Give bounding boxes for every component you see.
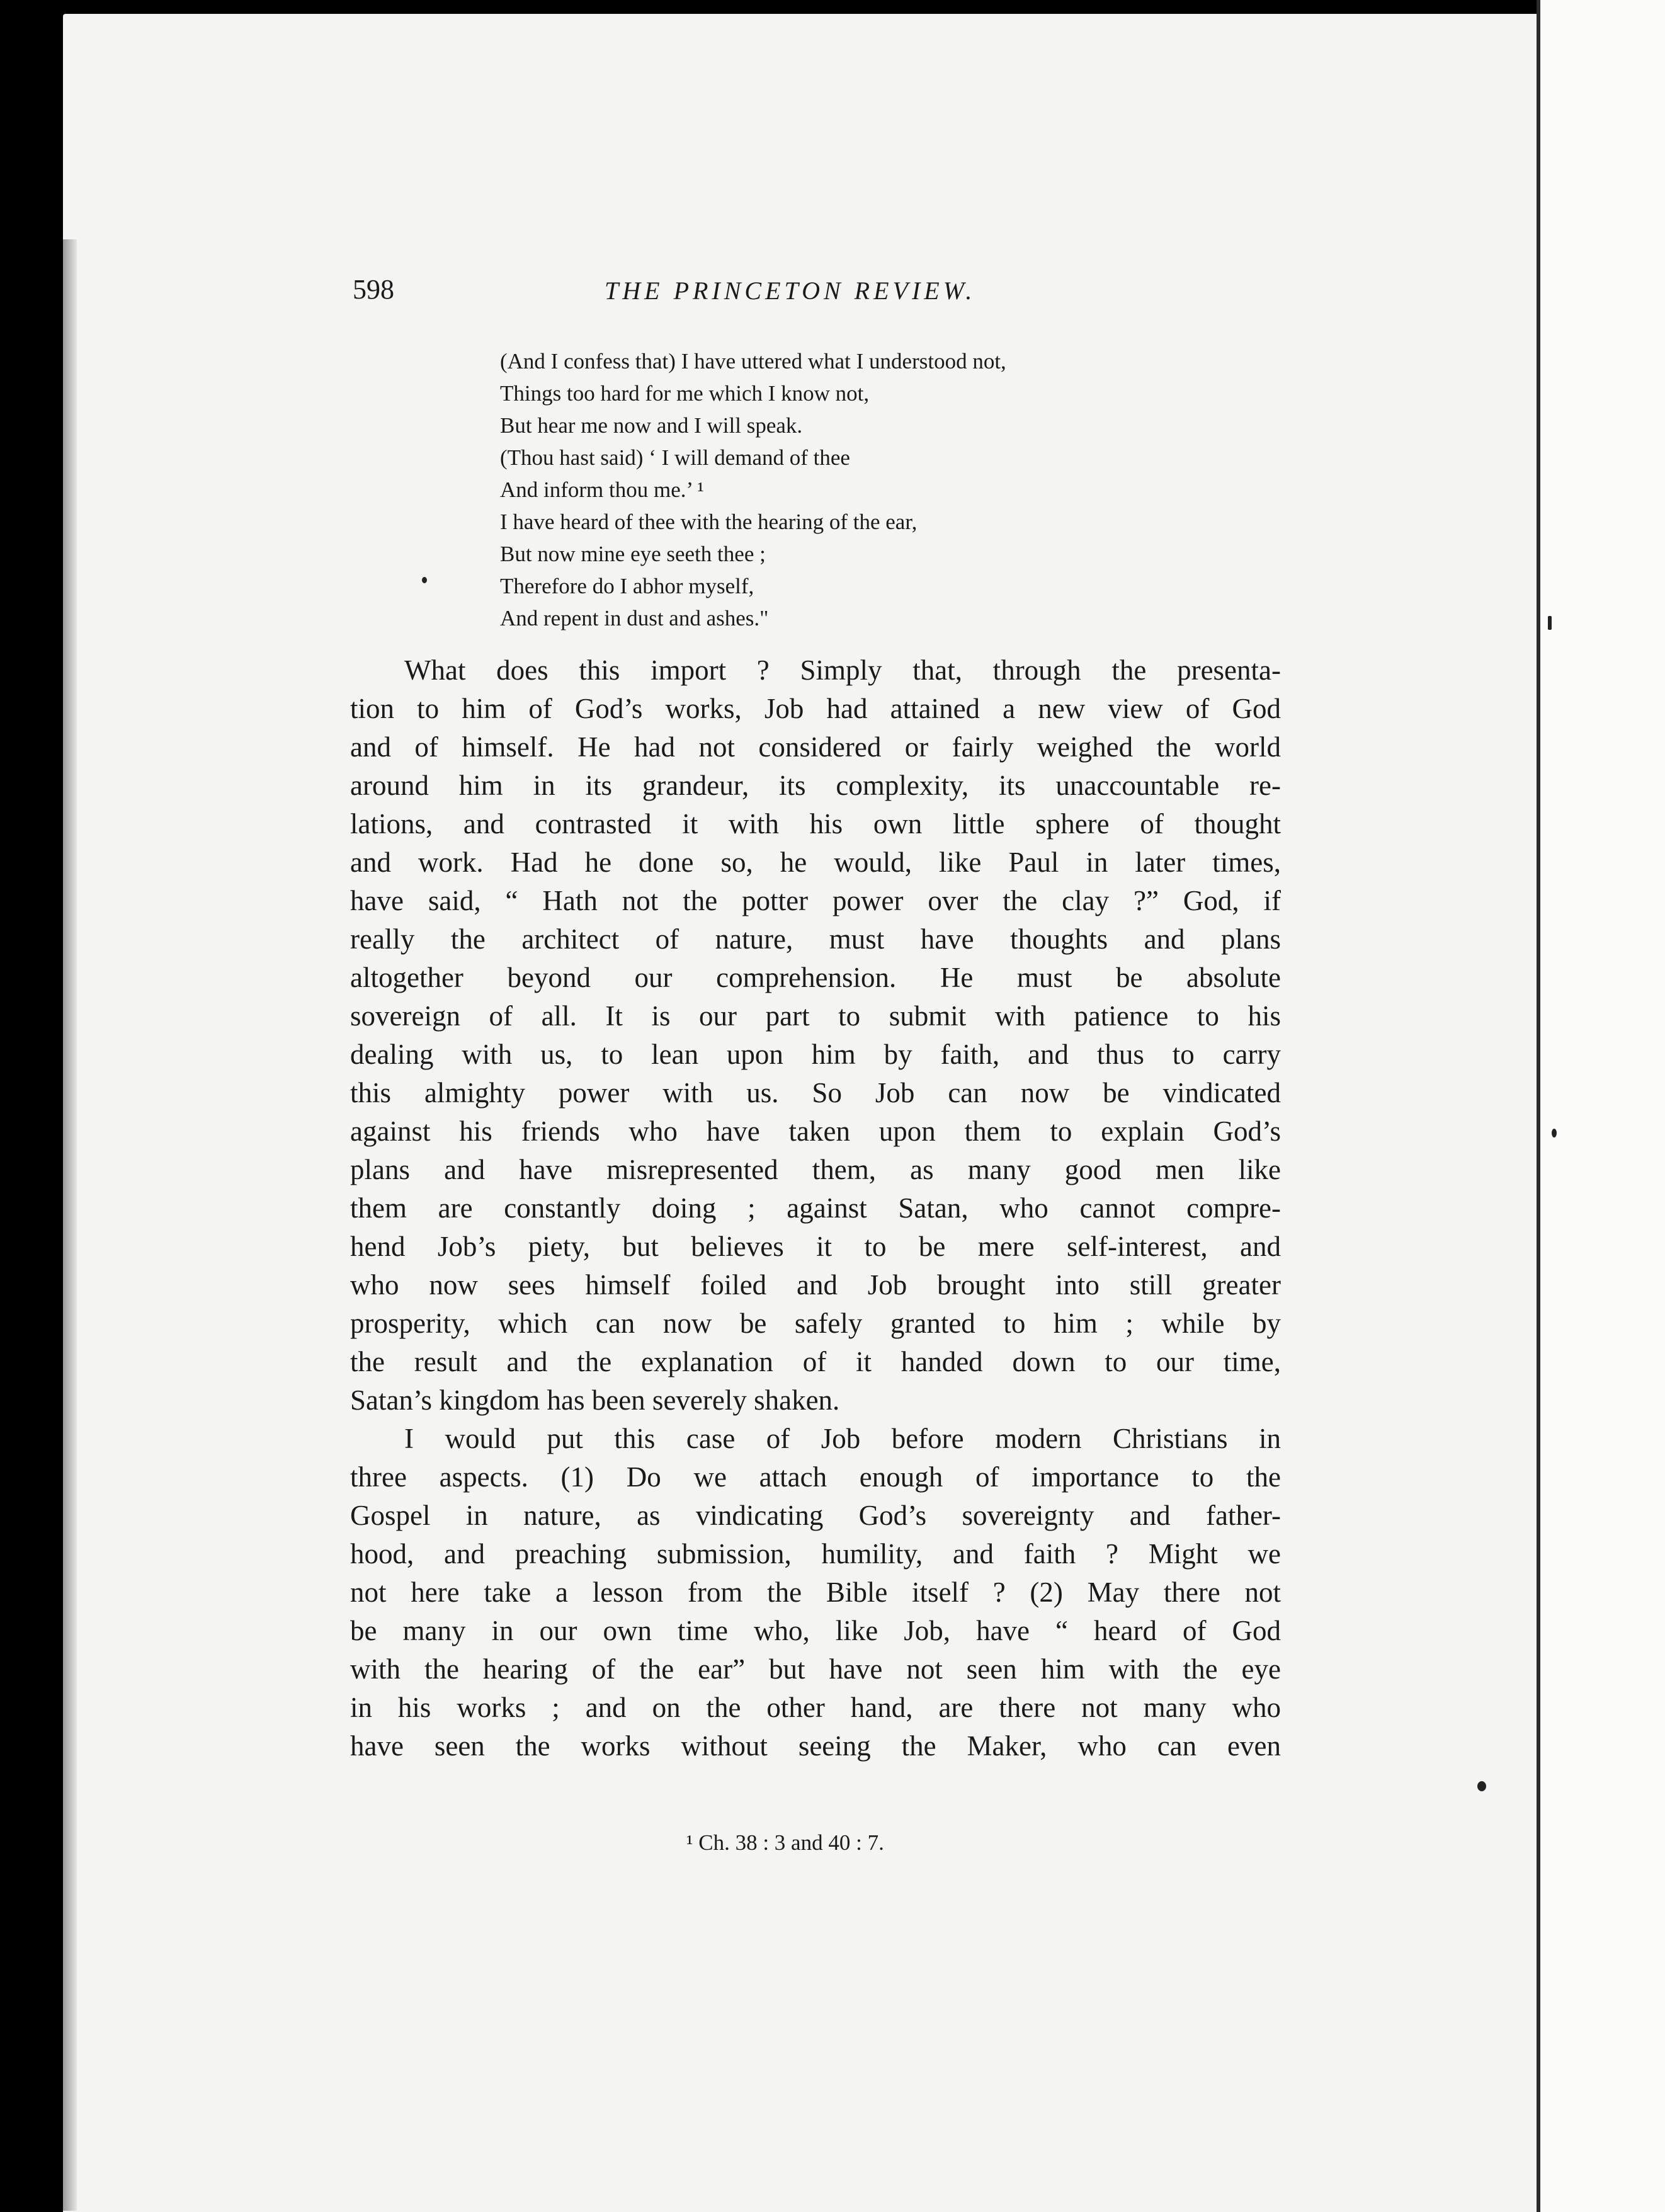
text-line: around him in its grandeur, its complexity, its unaccountable re- [350, 770, 1281, 801]
text-line: have seen the works without seeing the Maker, who can even [350, 1730, 1281, 1762]
text-line: have said, “ Hath not the potter power over the clay ?” God, if [350, 885, 1281, 916]
text-line: sovereign of all. It is our part to submit with patience to his [350, 1000, 1281, 1032]
verse-line: (Thou hast said) ‘ I will demand of thee [500, 445, 850, 470]
text-line: lations, and contrasted it with his own little sphere of thought [350, 808, 1281, 840]
text-line: in his works ; and on the other hand, are there not many who [350, 1692, 1281, 1723]
footnote: ¹ Ch. 38 : 3 and 40 : 7. [686, 1830, 884, 1855]
verse-line: I have heard of thee with the hearing of the ear, [500, 510, 918, 534]
ink-speck [1552, 1129, 1557, 1137]
page-header [353, 273, 1285, 324]
page-gutter-shadow [63, 239, 77, 2211]
paragraph [350, 651, 1281, 1420]
text-line: tion to him of God’s works, Job had attained a new view of God [350, 693, 1281, 724]
text-line: not here take a lesson from the Bible itself ? (2) May there not [350, 1576, 1281, 1608]
ink-speck [1477, 1781, 1486, 1791]
text-line: them are constantly doing ; against Satan, who cannot compre- [350, 1192, 1281, 1224]
text-line: with the hearing of the ear” but have not seen him with the eye [350, 1653, 1281, 1685]
text-line: who now sees himself foiled and Job brought into still greater [350, 1269, 1281, 1301]
text-line: and of himself. He had not considered or fairly weighed the world [350, 731, 1281, 763]
text-line: three aspects. (1) Do we attach enough of importance to the [350, 1461, 1281, 1493]
text-line: dealing with us, to lean upon him by faith, and thus to carry [350, 1039, 1281, 1070]
ink-speck [1548, 616, 1552, 630]
verse-line: But hear me now and I will speak. [500, 413, 803, 438]
text-line: What does this import ? Simply that, through the presenta- [404, 654, 1281, 686]
ink-speck [422, 577, 427, 583]
verse-line: But now mine eye seeth thee ; [500, 542, 766, 566]
text-line: prosperity, which can now be safely granted to him ; while by [350, 1308, 1281, 1339]
text-line: and work. Had he done so, he would, like Paul in later times, [350, 847, 1281, 878]
verse-line: Therefore do I abhor myself, [500, 574, 754, 598]
text-line: altogether beyond our comprehension. He must be absolute [350, 962, 1281, 993]
text-line: really the architect of nature, must have thoughts and plans [350, 923, 1281, 955]
verse-line: And inform thou me.’ ¹ [500, 477, 704, 502]
text-line: the result and the explanation of it handed down to our time, [350, 1346, 1281, 1377]
verse-line: (And I confess that) I have uttered what I understood not, [500, 349, 1006, 373]
page-number: 598 [353, 274, 394, 305]
body-text [350, 651, 1281, 1765]
text-line: I would put this case of Job before modern Christians in [404, 1423, 1281, 1454]
text-line: hend Job’s piety, but believes it to be mere self-interest, and [350, 1231, 1281, 1262]
text-line: plans and have misrepresented them, as many good men like [350, 1154, 1281, 1185]
facing-page-edge [1537, 0, 1665, 2212]
text-line: be many in our own time who, like Job, have “ heard of God [350, 1615, 1281, 1646]
paragraph [350, 1420, 1281, 1765]
verse-quotation [500, 345, 1445, 634]
text-line: against his friends who have taken upon them to explain God’s [350, 1115, 1281, 1147]
verse-line: Things too hard for me which I know not, [500, 381, 870, 406]
verse-line: And repent in dust and ashes." [500, 606, 769, 630]
text-line: this almighty power with us. So Job can now be vindicated [350, 1077, 1281, 1109]
text-line: Satan’s kingdom has been severely shaken. [350, 1384, 840, 1416]
running-head: THE PRINCETON REVIEW. [605, 276, 976, 305]
text-line: hood, and preaching submission, humility, and faith ? Might we [350, 1538, 1281, 1570]
text-line: Gospel in nature, as vindicating God’s sovereignty and father- [350, 1500, 1281, 1531]
